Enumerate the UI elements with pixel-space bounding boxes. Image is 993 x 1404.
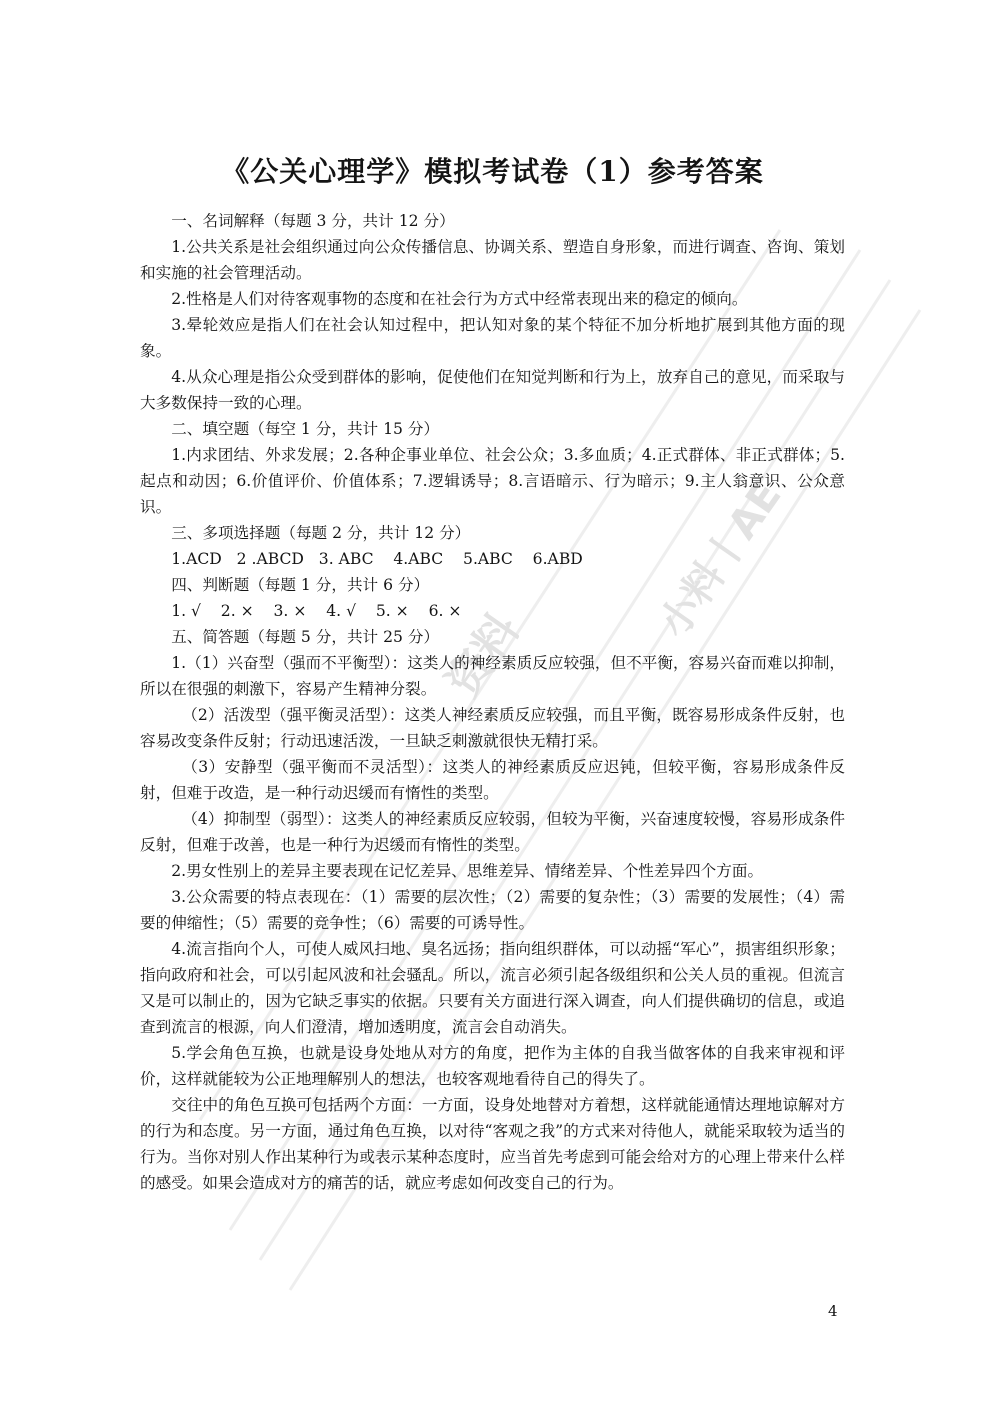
term-answer: 1.公共关系是社会组织通过向公众传播信息、协调关系、塑造自身形象，而进行调查、咨询、策划和实施的社会管理活动。 (140, 238, 845, 282)
short-answer-5: 5.学会角色互换，也就是设身处地从对方的角度，把作为主体的自我当做客体的自我来审视和评价，这样就能较为公正地理解别人的想法，也较客观地看待自己的得失了。 (140, 1044, 845, 1088)
page-title: 《公关心理学》模拟考试卷（1）参考答案 (221, 155, 764, 188)
short-answer-1-part: （3）安静型（强平衡而不灵活型）：这类人的神经素质反应迟钝，但较平衡，容易形成条件反射，但难于改造，是一种行动迟缓而有惰性的类型。 (140, 758, 845, 802)
multiple-choice-answers: 1.ACD 2 .ABCD 3. ABC 4.ABC 5.ABC 6.ABD (171, 550, 583, 568)
section-2-heading: 二、填空题（每空 1 分，共计 15 分） (171, 420, 440, 438)
short-answer-1-part: （4）抑制型（弱型）：这类人的神经素质反应较弱，但较为平衡，兴奋速度较慢，容易形成条件反射，但难于改善，也是一种行为迟缓而有惰性的类型。 (140, 810, 845, 854)
section-4-heading: 四、判断题（每题 1 分，共计 6 分） (171, 576, 430, 594)
answer-key (140, 150, 845, 1196)
fill-blank-answers: 1.内求团结、外求发展；2.各种企事业单位、社会公众；3.多血质；4.正式群体、非正式群体；5.起点和动因；6.价值评价、价值体系；7.逻辑诱导；8.言语暗示、行为暗示；9.主人翁意识、公众意识。 (140, 446, 845, 516)
watermark-text-a: 资料 (437, 604, 530, 707)
short-answer-2: 2.男女性别上的差异主要表现在记忆差异、思维差异、情绪差异、个性差异四个方面。 (171, 862, 764, 880)
term-answer: 4.从众心理是指公众受到群体的影响，促使他们在知觉判断和行为上，放弃自己的意见，而采取与大多数保持一致的心理。 (140, 368, 845, 412)
watermark-text-b: 小料丨AE (650, 473, 791, 646)
short-answer-3: 3.公众需要的特点表现在：（1）需要的层次性；（2）需要的复杂性；（3）需要的发展性；（4）需要的伸缩性；（5）需要的竞争性；（6）需要的可诱导性。 (140, 888, 845, 932)
term-answer: 2.性格是人们对待客观事物的态度和在社会行为方式中经常表现出来的稳定的倾向。 (171, 290, 748, 308)
short-answer-5-continued: 交往中的角色互换可包括两个方面：一方面，设身处地替对方着想，这样就能通情达理地谅解对方的行为和态度。另一方面，通过角色互换，以对待“客观之我”的方式来对待他人，就能采取较为适当的行为。当你对别人作出某种行为或表示某种态度时，应当首先考虑到可能会给对方的心理上带来什么样的感受。如果会造成对方的痛苦的话，就应考虑如何改变自己的行为。 (140, 1096, 845, 1192)
short-answer-4: 4.流言指向个人，可使人威风扫地、臭名远扬；指向组织群体，可以动摇“军心”，损害组织形象；指向政府和社会，可以引起风波和社会骚乱。所以，流言必须引起各级组织和公关人员的重视。但流言又是可以制止的，因为它缺乏事实的依据。只要有关方面进行深入调查，向人们提供确切的信息，或追查到流言的根源，向人们澄清，增加透明度，流言会自动消失。 (140, 940, 845, 1036)
short-answer-1-part: （2）活泼型（强平衡灵活型）：这类人神经素质反应较强，而且平衡，既容易形成条件反射，也容易改变条件反射；行动迅速活泼，一旦缺乏刺激就很快无精打采。 (140, 706, 845, 750)
section-1-heading: 一、名词解释（每题 3 分，共计 12 分） (171, 212, 455, 230)
short-answer-1: 1.（1）兴奋型（强而不平衡型）：这类人的神经素质反应较强，但不平衡，容易兴奋而难以抑制，所以在很强的刺激下，容易产生精神分裂。 (140, 654, 845, 698)
section-3-heading: 三、多项选择题（每题 2 分，共计 12 分） (171, 524, 471, 542)
section-5-heading: 五、简答题（每题 5 分，共计 25 分） (171, 628, 440, 646)
true-false-answers: 1. √ 2. × 3. × 4. √ 5. × 6. × (171, 602, 462, 620)
term-answer: 3.晕轮效应是指人们在社会认知过程中，把认知对象的某个特征不加分析地扩展到其他方面的现象。 (140, 316, 845, 360)
page-number: 4 (828, 1302, 838, 1320)
